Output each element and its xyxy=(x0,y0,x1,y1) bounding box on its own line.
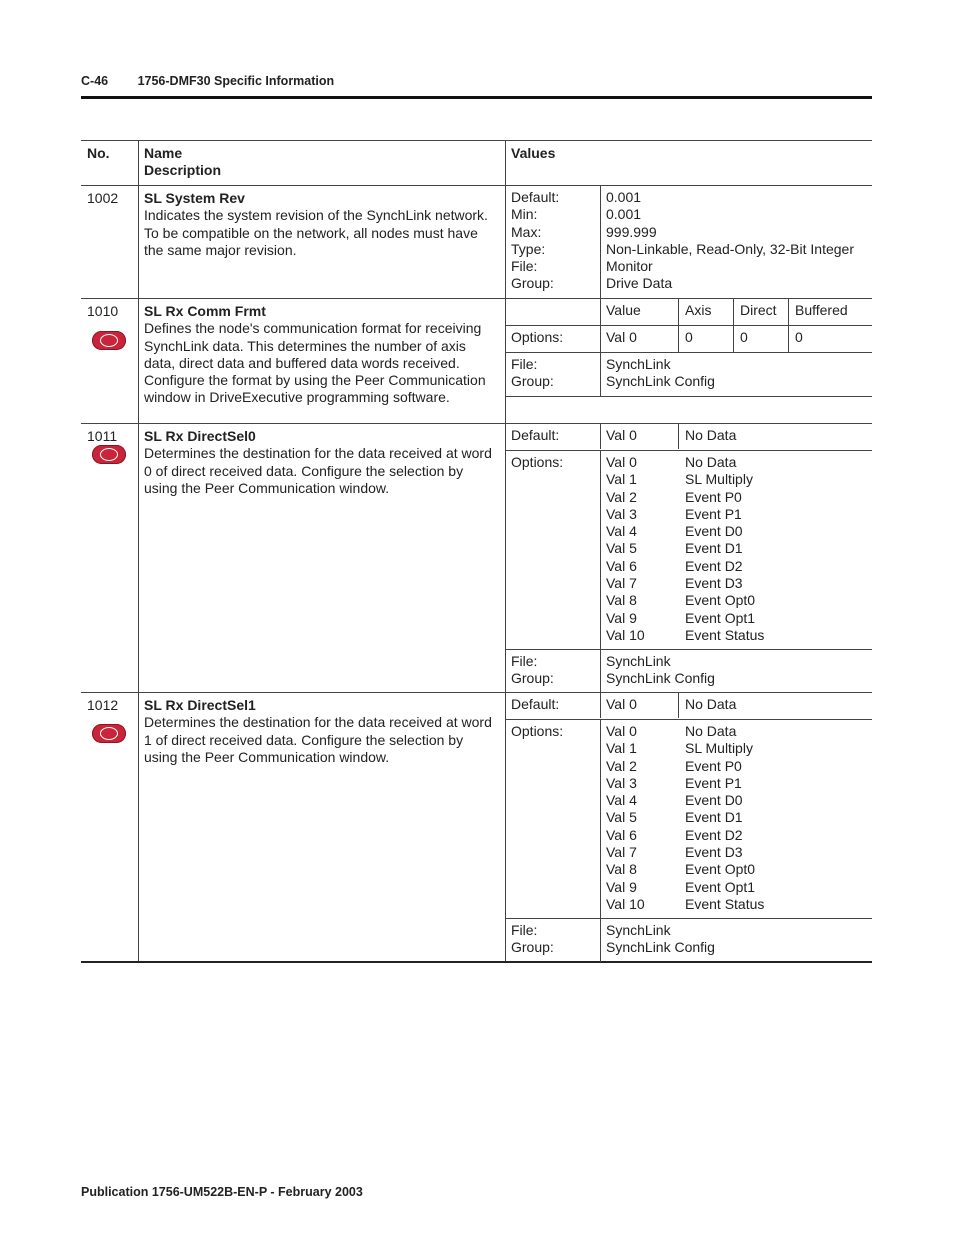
file-group-row xyxy=(505,352,872,397)
file-group-labels: File: Group: xyxy=(511,922,554,956)
file-group-values: SynchLink SynchLink Config xyxy=(606,922,715,956)
file-group-labels: File: Group: xyxy=(511,356,554,390)
param-name: SL Rx DirectSel1 xyxy=(144,697,256,713)
default-label: Default: xyxy=(511,427,560,443)
file-group-values: SynchLink SynchLink Config xyxy=(606,653,715,687)
param-number: 1010 xyxy=(87,303,119,319)
param-description: Defines the node's communication format for receiving SynchLink data. This determines the number of axis data, direct data and buffered data words received. Configure the format by using the Peer Communication window in DriveExecutive programming software. xyxy=(144,320,486,406)
format-header-row xyxy=(505,299,872,325)
value-labels: Default: Min: Max: Type: File: Group: xyxy=(511,189,560,292)
param-number: 1012 xyxy=(87,697,119,713)
param-description: Determines the destination for the data received at word 1 of direct received data. Configure the selection by using the Peer Communication window. xyxy=(144,714,492,765)
file-group-labels: File: Group: xyxy=(511,653,554,687)
param-name: SL System Rev xyxy=(144,190,245,206)
param-number: 1011 xyxy=(87,428,118,444)
param-description: Indicates the system revision of the SynchLink network. To be compatible on the network, all nodes must have the same major revision. xyxy=(144,207,488,258)
param-description: Determines the destination for the data received at word 0 of direct received data. Configure the selection by using the Peer Communication window. xyxy=(144,445,492,496)
file-group-row xyxy=(505,649,872,693)
options-row xyxy=(505,450,872,650)
param-name: SL Rx DirectSel0 xyxy=(144,428,256,444)
file-group-row xyxy=(505,918,872,962)
option-axis: 0 xyxy=(685,329,693,345)
param-number: 1002 xyxy=(87,190,119,206)
default-value: Val 0 xyxy=(606,696,637,712)
options-label: Options: xyxy=(511,723,564,739)
format-col-axis: Axis xyxy=(685,302,712,318)
format-col-buffered: Buffered xyxy=(795,302,848,318)
option-value: Val 0 xyxy=(606,329,637,345)
column-description: Description xyxy=(144,162,222,179)
default-row xyxy=(505,693,872,718)
option-values: Val 0 Val 1 Val 2 Val 3 Val 4 Val 5 Val 6 Val 7 Val 8 Val 9 Val 10 xyxy=(606,723,645,912)
format-options-row xyxy=(505,325,872,352)
default-label: Default: xyxy=(511,696,560,712)
parameter-table xyxy=(81,140,872,963)
options-label: Options: xyxy=(511,329,564,345)
header-rule xyxy=(81,96,872,99)
default-description: No Data xyxy=(685,427,737,443)
page-section-title: 1756-DMF30 Specific Information xyxy=(137,74,335,88)
param-name: SL Rx Comm Frmt xyxy=(144,303,266,319)
value-list: 0.001 0.001 999.999 Non-Linkable, Read-Only, 32-Bit Integer Monitor Drive Data xyxy=(606,189,854,292)
publication-footer: Publication 1756-UM522B-EN-P - February 2003 xyxy=(81,1185,363,1199)
format-col-value: Value xyxy=(606,302,641,318)
stop-icon xyxy=(92,331,126,350)
column-values: Values xyxy=(511,145,556,161)
table-row-1010 xyxy=(81,298,872,423)
option-descriptions: No Data SL Multiply Event P0 Event P1 Event D0 Event D1 Event D2 Event D3 Event Opt0 Event Opt1 Event Status xyxy=(685,454,765,643)
file-group-values: SynchLink SynchLink Config xyxy=(606,356,715,390)
option-values: Val 0 Val 1 Val 2 Val 3 Val 4 Val 5 Val 6 Val 7 Val 8 Val 9 Val 10 xyxy=(606,454,645,643)
options-row xyxy=(505,719,872,919)
table-row-1012 xyxy=(81,692,872,963)
column-name: Name xyxy=(144,145,183,161)
stop-icon xyxy=(92,724,126,743)
default-row xyxy=(505,424,872,449)
column-no: No. xyxy=(87,145,110,161)
option-direct: 0 xyxy=(740,329,748,345)
table-header-row xyxy=(81,140,872,185)
table-row-1011 xyxy=(81,423,872,692)
default-description: No Data xyxy=(685,696,737,712)
page-header xyxy=(81,74,360,88)
stop-icon xyxy=(92,445,126,464)
options-label: Options: xyxy=(511,454,564,470)
default-value: Val 0 xyxy=(606,427,637,443)
option-descriptions: No Data SL Multiply Event P0 Event P1 Event D0 Event D1 Event D2 Event D3 Event Opt0 Event Opt1 Event Status xyxy=(685,723,765,912)
table-row-1002 xyxy=(81,185,872,298)
option-buffered: 0 xyxy=(795,329,803,345)
page-number: C-46 xyxy=(81,74,109,88)
format-col-direct: Direct xyxy=(740,302,777,318)
